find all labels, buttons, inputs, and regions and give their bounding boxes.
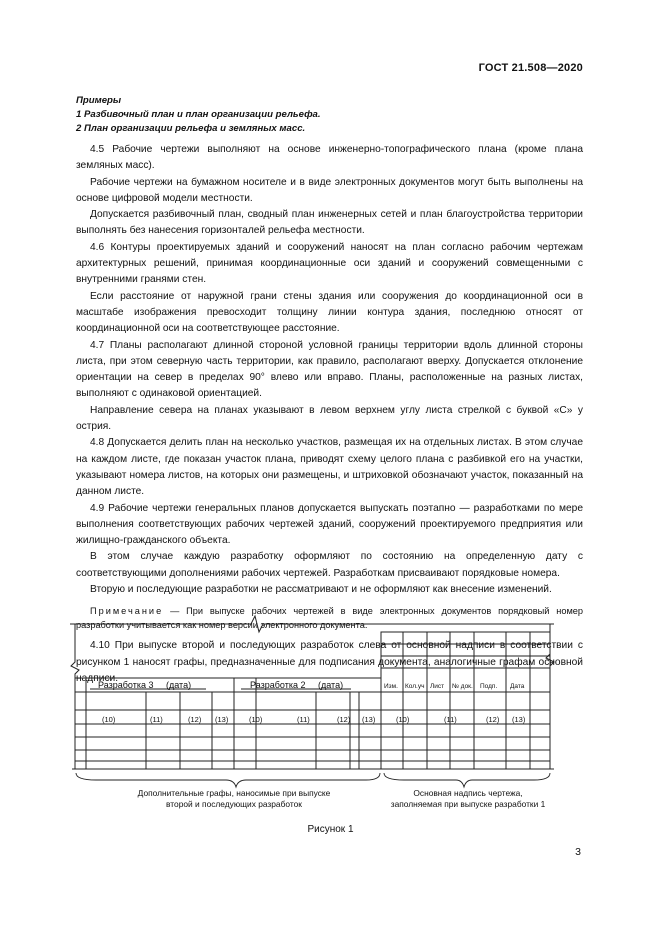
n12-c: (12) xyxy=(486,715,500,724)
paragraph: Рабочие чертежи на бумажном носителе и в виде электронных документов могут быть выполнены на основе цифровой модели местности. xyxy=(76,176,583,204)
grid-lines xyxy=(75,632,550,769)
dev3-label: Разработка 3 xyxy=(98,680,154,690)
paragraph: Вторую и последующие разработки не рассматривают и не оформляют как внесение изменений. xyxy=(90,584,552,596)
paragraph-4-7: 4.7 Планы располагают длинной стороной условной границы территории вдоль длинной стороны листа, при этом северную часть территории, как правило, располагают вверху. Допускается отклонение ориентации на север в пределах 90° влево или вправо. Планы, расположенные на разных листах, выполняют с одинаковой ориентацией. xyxy=(76,339,583,400)
col-podp: Подп. xyxy=(480,683,498,690)
paragraph: Если расстояние от наружной грани стены здания или сооружения до координационной оси в масштабе изображения превосходит толщину линии контура здания, последнюю относят от координационной оси на соответствующее расстояние. xyxy=(76,290,583,335)
dev2-date: (дата) xyxy=(318,680,344,690)
col-data: Дата xyxy=(510,683,525,690)
n13-c: (13) xyxy=(512,715,526,724)
col-izm: Изм. xyxy=(384,683,398,690)
paragraph: Допускается разбивочный план, сводный план инженерных сетей и план благоустройства территории выполнять без нанесения горизонталей рельефа местности. xyxy=(76,209,583,237)
body-text xyxy=(76,94,583,687)
examples-title: Примеры xyxy=(76,95,122,106)
paragraph-4-6: 4.6 Контуры проектируемых зданий и сооружений наносят на план согласно рабочим чертежам архитектурных решений, принимая координационные оси зданий и сооружений совмещенными с внутренними гранями стен. xyxy=(76,241,583,286)
label-right-1: Основная надпись чертежа, xyxy=(413,788,523,798)
note-text: — При выпуске рабочих чертежей в виде электронных документов порядковый номер разработки учитывается как номер версии электронного документа. xyxy=(76,606,583,631)
figure-caption: Рисунок 1 xyxy=(307,824,354,835)
braces xyxy=(76,773,550,787)
example-item-1: 1 Разбивочный план и план организации рельефа. xyxy=(76,109,321,120)
label-right-2: заполняемая при выпуске разработки 1 xyxy=(390,799,546,809)
n13-a: (13) xyxy=(215,715,229,724)
n10-c: (10) xyxy=(396,715,410,724)
title-block-diagram xyxy=(66,614,566,814)
example-item-2: 2 План организации рельефа и земляных масс. xyxy=(76,123,306,134)
label-left-1: Дополнительные графы, наносимые при выпуске xyxy=(137,788,331,798)
n11-c: (11) xyxy=(444,715,457,724)
n12-b: (12) xyxy=(337,715,351,724)
dev3-date: (дата) xyxy=(166,680,192,690)
paragraph: Направление севера на планах указывают в левом верхнем углу листа стрелкой с буквой «С» у острия. xyxy=(76,404,583,433)
col-ndok: № док. xyxy=(452,683,473,690)
n11-a: (11) xyxy=(150,715,163,724)
col-kol: Кол.уч xyxy=(405,683,425,690)
paragraph-4-5: 4.5 Рабочие чертежи выполняют на основе инженерно-топографического плана (кроме плана земляных масс). xyxy=(76,144,583,172)
paragraph-4-10: 4.10 При выпуске второй и последующих разработок слева от основной надписи в соответствии с рисунком 1 наносят графы, предназначенные для подписания документа, аналогичные графам основной надписи. xyxy=(76,640,583,684)
n10-a: (10) xyxy=(102,715,116,724)
n13-b: (13) xyxy=(362,715,376,724)
dev2-label: Разработка 2 xyxy=(250,680,306,690)
paragraph: В этом случае каждую разработку оформляют по состоянию на определенную дату с соответствующими дополнениями рабочих чертежей. Разработкам присваивают порядковые номера. xyxy=(76,551,583,579)
n12-a: (12) xyxy=(188,715,202,724)
document-code: ГОСТ 21.508—2020 xyxy=(478,62,583,74)
paragraph-4-9: 4.9 Рабочие чертежи генеральных планов допускается выпускать поэтапно — разработками по мере выполнения соответствующих рабочих чертежей зданий, сооружений проектируемого предприятия или жилищно-гражданского объекта. xyxy=(76,502,583,547)
n11-b: (11) xyxy=(297,715,310,724)
col-list: Лист xyxy=(430,683,445,690)
note-label: Примечание xyxy=(90,606,164,617)
label-left-2: второй и последующих разработок xyxy=(166,799,302,809)
page-number: 3 xyxy=(575,846,581,858)
n10-b: (10) xyxy=(249,715,263,724)
paragraph-4-8: 4.8 Допускается делить план на несколько участков, размещая их на отдельных листах. В этом случае на каждом листе, где показан участок плана, приводят схему целого плана с разбивкой его на участки, указывают номера листов, на которых они размещены, и штриховкой обозначают участок, показанный на данном листе. xyxy=(76,437,583,498)
figure-1 xyxy=(66,614,566,814)
examples-block xyxy=(76,94,583,136)
